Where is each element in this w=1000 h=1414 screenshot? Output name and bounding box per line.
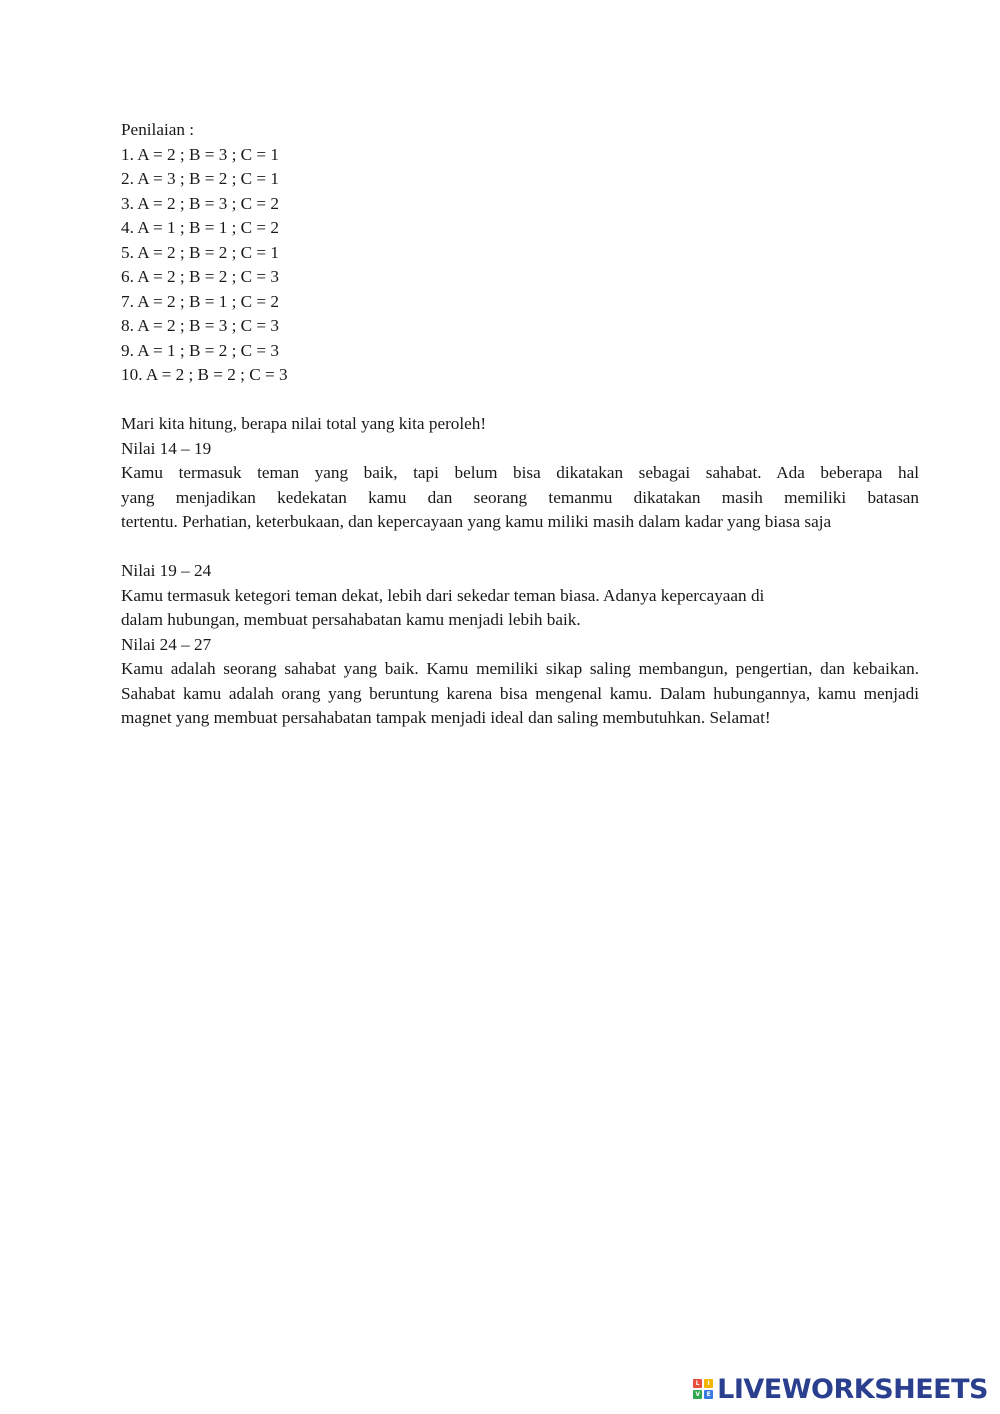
result-range-heading: Nilai 19 – 24 (121, 561, 212, 580)
score-item: 10. A = 2 ; B = 2 ; C = 3 (121, 365, 288, 384)
spacer (121, 388, 919, 413)
logo-mark-cell: V (693, 1390, 702, 1399)
score-item: 5. A = 2 ; B = 2 ; C = 1 (121, 242, 280, 262)
score-item: 6. A = 2 ; B = 2 ; C = 3 (121, 267, 280, 286)
result-section-2 (121, 559, 919, 633)
result-paragraph-line: Kamu termasuk ketegori teman dekat, lebih dari sekedar teman biasa. Adanya kepercayaan di (121, 585, 765, 605)
document-body (121, 118, 919, 731)
result-paragraph-line: magnet yang membuat persahabatan tampak menjadi ideal dan saling membutuhkan. Selamat! (121, 708, 771, 727)
scoring-heading: Penilaian : (121, 120, 195, 139)
result-paragraph-line: yang menjadikan kedekatan kamu dan seorang temanmu dikatakan masih memiliki batasan (121, 487, 919, 507)
score-item: 7. A = 2 ; B = 1 ; C = 2 (121, 291, 280, 311)
logo-mark-cell: E (704, 1390, 713, 1399)
score-item: 2. A = 3 ; B = 2 ; C = 1 (121, 169, 280, 188)
liveworksheets-logo-icon (693, 1379, 713, 1399)
score-item: 4. A = 1 ; B = 1 ; C = 2 (121, 218, 280, 237)
score-item: 8. A = 2 ; B = 3 ; C = 3 (121, 316, 280, 335)
liveworksheets-logo (693, 1372, 988, 1406)
logo-mark-cell: L (693, 1379, 702, 1388)
total-prompt: Mari kita hitung, berapa nilai total yang kita peroleh! (121, 414, 487, 433)
result-paragraph-line: Sahabat kamu adalah orang yang beruntung karena bisa mengenal kamu. Dalam hubungannya, kamu menjadi (121, 683, 919, 703)
result-range-heading: Nilai 24 – 27 (121, 634, 212, 654)
score-list (121, 143, 919, 388)
spacer (121, 535, 919, 560)
result-section-1 (121, 437, 919, 535)
score-item: 3. A = 2 ; B = 3 ; C = 2 (121, 193, 280, 213)
result-paragraph-line: dalam hubungan, membuat persahabatan kamu menjadi lebih baik. (121, 610, 581, 629)
result-paragraph-line: Kamu adalah seorang sahabat yang baik. Kamu memiliki sikap saling membangun, pengertian, dan kebaikan. (121, 659, 919, 678)
result-range-heading: Nilai 14 – 19 (121, 438, 212, 458)
result-paragraph-line: tertentu. Perhatian, keterbukaan, dan kepercayaan yang kamu miliki masih dalam kadar yang biasa saja (121, 512, 832, 531)
result-paragraph-line: Kamu termasuk teman yang baik, tapi belum bisa dikatakan sebagai sahabat. Ada beberapa hal (121, 463, 919, 482)
score-item: 1. A = 2 ; B = 3 ; C = 1 (121, 144, 280, 164)
score-item: 9. A = 1 ; B = 2 ; C = 3 (121, 340, 280, 360)
logo-mark-cell: I (704, 1379, 713, 1388)
result-section-3 (121, 633, 919, 731)
logo-text: LIVEWORKSHEETS (717, 1373, 988, 1405)
